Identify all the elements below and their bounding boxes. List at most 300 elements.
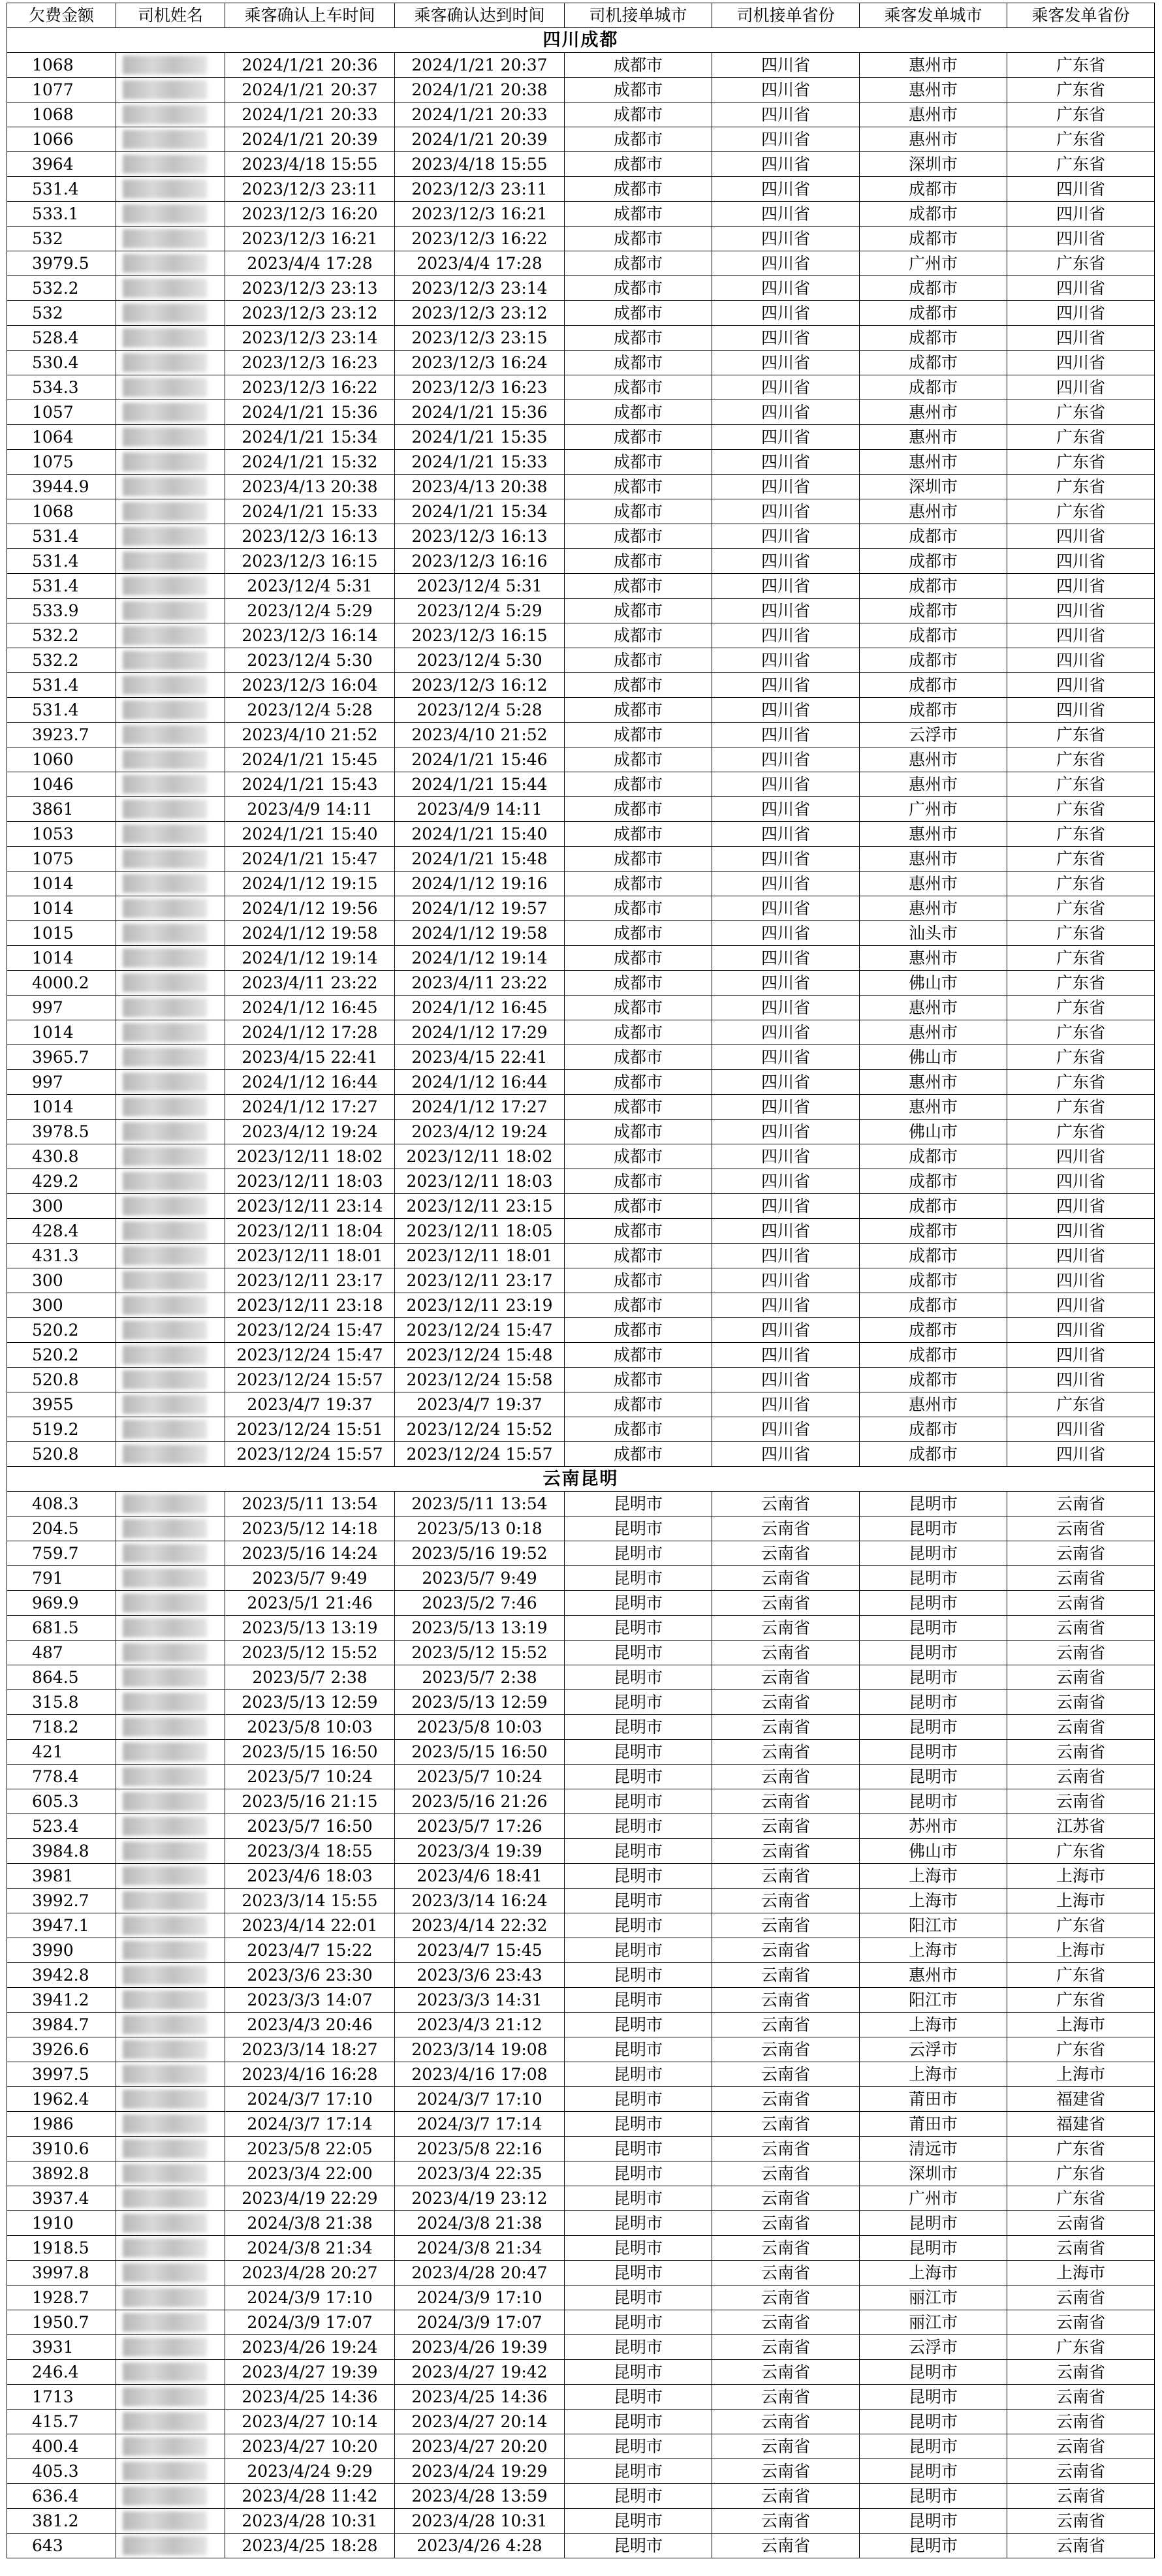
driver-name-cell — [116, 2335, 225, 2360]
passenger-city-cell: 昆明市 — [860, 2236, 1007, 2261]
pickup-time-cell: 2023/12/3 16:15 — [225, 549, 395, 574]
driver-name-cell — [116, 1417, 225, 1442]
driver-city-cell: 成都市 — [565, 78, 712, 102]
driver-province-cell: 四川省 — [712, 797, 860, 822]
driver-province-cell: 云南省 — [712, 1789, 860, 1814]
driver-province-cell: 云南省 — [712, 2261, 860, 2285]
redacted-name-mask — [123, 1345, 207, 1364]
passenger-city-cell: 上海市 — [860, 2062, 1007, 2087]
section-title: 云南昆明 — [7, 1467, 1155, 1492]
driver-province-cell: 四川省 — [712, 623, 860, 648]
driver-city-cell: 昆明市 — [565, 1566, 712, 1591]
driver-province-cell: 四川省 — [712, 53, 860, 78]
driver-city-cell: 成都市 — [565, 499, 712, 524]
arrival-time-cell: 2023/12/11 18:05 — [395, 1219, 565, 1244]
table-row — [7, 2459, 1155, 2484]
amount-cell: 531.4 — [7, 177, 116, 202]
amount-cell: 3944.9 — [7, 475, 116, 499]
redacted-name-mask — [123, 1420, 207, 1439]
passenger-province-cell: 四川省 — [1007, 177, 1155, 202]
pickup-time-cell: 2023/12/4 5:29 — [225, 599, 395, 623]
passenger-city-cell: 成都市 — [860, 326, 1007, 351]
redacted-name-mask — [123, 899, 207, 918]
driver-province-cell: 四川省 — [712, 1219, 860, 1244]
driver-province-cell: 四川省 — [712, 450, 860, 475]
arrival-time-cell: 2023/4/6 18:41 — [395, 1864, 565, 1889]
pickup-time-cell: 2023/12/24 15:57 — [225, 1442, 395, 1467]
passenger-city-cell: 上海市 — [860, 1889, 1007, 1913]
arrival-time-cell: 2023/5/13 13:19 — [395, 1616, 565, 1641]
table-row — [7, 301, 1155, 326]
driver-name-cell — [116, 276, 225, 301]
arrival-time-cell: 2024/1/12 19:16 — [395, 872, 565, 896]
driver-city-cell: 成都市 — [565, 102, 712, 127]
driver-city-cell: 成都市 — [565, 53, 712, 78]
redacted-name-mask — [123, 1817, 207, 1836]
pickup-time-cell: 2024/1/21 15:36 — [225, 400, 395, 425]
driver-city-cell: 昆明市 — [565, 2335, 712, 2360]
pickup-time-cell: 2023/4/4 17:28 — [225, 251, 395, 276]
pickup-time-cell: 2023/12/11 23:14 — [225, 1194, 395, 1219]
driver-name-cell — [116, 2087, 225, 2112]
passenger-province-cell: 广东省 — [1007, 1070, 1155, 1095]
driver-city-cell: 成都市 — [565, 227, 712, 251]
arrival-time-cell: 2024/1/21 20:37 — [395, 53, 565, 78]
arrival-time-cell: 2023/12/11 23:17 — [395, 1268, 565, 1293]
redacted-name-mask — [123, 1668, 207, 1687]
driver-city-cell: 成都市 — [565, 177, 712, 202]
arrival-time-cell: 2023/5/7 9:49 — [395, 1566, 565, 1591]
pickup-time-cell: 2023/4/27 10:20 — [225, 2434, 395, 2459]
amount-cell: 1928.7 — [7, 2285, 116, 2310]
amount-cell: 3955 — [7, 1392, 116, 1417]
passenger-province-cell: 广东省 — [1007, 2037, 1155, 2062]
pickup-time-cell: 2023/3/4 18:55 — [225, 1839, 395, 1864]
driver-name-cell — [116, 1591, 225, 1616]
pickup-time-cell: 2023/12/3 16:13 — [225, 524, 395, 549]
passenger-province-cell: 云南省 — [1007, 2410, 1155, 2434]
redacted-name-mask — [123, 1221, 207, 1240]
arrival-time-cell: 2023/5/13 0:18 — [395, 1516, 565, 1541]
driver-province-cell: 四川省 — [712, 1120, 860, 1144]
driver-name-cell — [116, 326, 225, 351]
driver-name-cell — [116, 177, 225, 202]
driver-province-cell: 四川省 — [712, 772, 860, 797]
driver-city-cell: 成都市 — [565, 326, 712, 351]
driver-city-cell: 成都市 — [565, 747, 712, 772]
driver-city-cell: 昆明市 — [565, 2410, 712, 2434]
driver-city-cell: 成都市 — [565, 921, 712, 946]
arrival-time-cell: 2023/4/27 19:42 — [395, 2360, 565, 2385]
passenger-city-cell: 昆明市 — [860, 1641, 1007, 1665]
redacted-name-mask — [123, 998, 207, 1017]
pickup-time-cell: 2023/4/27 10:14 — [225, 2410, 395, 2434]
pickup-time-cell: 2023/4/28 20:27 — [225, 2261, 395, 2285]
passenger-city-cell: 惠州市 — [860, 450, 1007, 475]
redacted-name-mask — [123, 2065, 207, 2084]
arrival-time-cell: 2023/5/16 19:52 — [395, 1541, 565, 1566]
amount-cell: 3992.7 — [7, 1889, 116, 1913]
passenger-city-cell: 成都市 — [860, 1442, 1007, 1467]
passenger-city-cell: 云浮市 — [860, 2037, 1007, 2062]
redacted-name-mask — [123, 2536, 207, 2555]
driver-city-cell: 昆明市 — [565, 1864, 712, 1889]
table-row — [7, 1318, 1155, 1343]
pickup-time-cell: 2023/4/13 20:38 — [225, 475, 395, 499]
driver-province-cell: 云南省 — [712, 1715, 860, 1740]
passenger-province-cell: 广东省 — [1007, 1095, 1155, 1120]
driver-city-cell: 成都市 — [565, 623, 712, 648]
amount-cell: 1910 — [7, 2211, 116, 2236]
arrival-time-cell: 2023/12/3 16:22 — [395, 227, 565, 251]
table-row — [7, 2310, 1155, 2335]
redacted-name-mask — [123, 1916, 207, 1935]
amount-cell: 1986 — [7, 2112, 116, 2137]
redacted-name-mask — [123, 576, 207, 595]
redacted-name-mask — [123, 2040, 207, 2059]
redacted-name-mask — [123, 1321, 207, 1340]
passenger-province-cell: 上海市 — [1007, 2013, 1155, 2037]
table-row — [7, 1541, 1155, 1566]
driver-city-cell: 成都市 — [565, 1169, 712, 1194]
driver-name-cell — [116, 1368, 225, 1392]
driver-name-cell — [116, 1219, 225, 1244]
passenger-city-cell: 惠州市 — [860, 102, 1007, 127]
passenger-province-cell: 广东省 — [1007, 2137, 1155, 2161]
arrival-time-cell: 2023/12/3 16:24 — [395, 351, 565, 375]
driver-province-cell: 四川省 — [712, 822, 860, 847]
arrival-time-cell: 2024/1/21 15:34 — [395, 499, 565, 524]
arrival-time-cell: 2024/3/9 17:07 — [395, 2310, 565, 2335]
passenger-province-cell: 云南省 — [1007, 2310, 1155, 2335]
redacted-name-mask — [123, 477, 207, 496]
amount-cell: 997 — [7, 1070, 116, 1095]
driver-city-cell: 成都市 — [565, 1020, 712, 1045]
driver-city-cell: 成都市 — [565, 1045, 712, 1070]
driver-province-cell: 四川省 — [712, 251, 860, 276]
table-row — [7, 623, 1155, 648]
table-row — [7, 1194, 1155, 1219]
driver-name-cell — [116, 623, 225, 648]
driver-province-cell: 四川省 — [712, 574, 860, 599]
driver-name-cell — [116, 847, 225, 872]
redacted-name-mask — [123, 2437, 207, 2456]
amount-cell: 520.8 — [7, 1368, 116, 1392]
passenger-city-cell: 成都市 — [860, 1169, 1007, 1194]
table-row — [7, 2013, 1155, 2037]
table-row — [7, 1938, 1155, 1963]
arrival-time-cell: 2023/4/27 20:14 — [395, 2410, 565, 2434]
driver-province-cell: 四川省 — [712, 475, 860, 499]
driver-province-cell: 四川省 — [712, 1169, 860, 1194]
pickup-time-cell: 2023/12/11 23:18 — [225, 1293, 395, 1318]
redacted-name-mask — [123, 2214, 207, 2233]
passenger-city-cell: 清远市 — [860, 2137, 1007, 2161]
pickup-time-cell: 2023/5/8 22:05 — [225, 2137, 395, 2161]
driver-city-cell: 成都市 — [565, 599, 712, 623]
driver-city-cell: 昆明市 — [565, 2112, 712, 2137]
pickup-time-cell: 2023/12/11 18:03 — [225, 1169, 395, 1194]
amount-cell: 415.7 — [7, 2410, 116, 2434]
redacted-name-mask — [123, 1842, 207, 1861]
passenger-province-cell: 广东省 — [1007, 822, 1155, 847]
redacted-name-mask — [123, 229, 207, 248]
pickup-time-cell: 2024/1/21 20:37 — [225, 78, 395, 102]
redacted-name-mask — [123, 2313, 207, 2332]
pickup-time-cell: 2023/5/7 16:50 — [225, 1814, 395, 1839]
driver-city-cell: 昆明市 — [565, 2509, 712, 2534]
pickup-time-cell: 2023/5/16 21:15 — [225, 1789, 395, 1814]
driver-province-cell: 云南省 — [712, 1641, 860, 1665]
passenger-city-cell: 深圳市 — [860, 475, 1007, 499]
arrival-time-cell: 2023/12/11 18:03 — [395, 1169, 565, 1194]
driver-name-cell — [116, 450, 225, 475]
driver-city-cell: 成都市 — [565, 1442, 712, 1467]
driver-province-cell: 云南省 — [712, 2062, 860, 2087]
table-row — [7, 772, 1155, 797]
redacted-name-mask — [123, 2263, 207, 2282]
passenger-city-cell: 昆明市 — [860, 2509, 1007, 2534]
driver-name-cell — [116, 2137, 225, 2161]
arrival-time-cell: 2023/4/13 20:38 — [395, 475, 565, 499]
amount-cell: 487 — [7, 1641, 116, 1665]
passenger-city-cell: 云浮市 — [860, 2335, 1007, 2360]
amount-cell: 1014 — [7, 1095, 116, 1120]
table-row — [7, 1343, 1155, 1368]
arrival-time-cell: 2023/4/26 4:28 — [395, 2534, 565, 2558]
passenger-city-cell: 昆明市 — [860, 2459, 1007, 2484]
amount-cell: 520.2 — [7, 1318, 116, 1343]
table-row — [7, 2335, 1155, 2360]
driver-city-cell: 成都市 — [565, 1144, 712, 1169]
passenger-city-cell: 成都市 — [860, 673, 1007, 698]
passenger-city-cell: 惠州市 — [860, 772, 1007, 797]
driver-province-cell: 云南省 — [712, 2186, 860, 2211]
header-passenger-city: 乘客发单城市 — [860, 3, 1007, 28]
driver-province-cell: 云南省 — [712, 2310, 860, 2335]
arrival-time-cell: 2023/4/7 19:37 — [395, 1392, 565, 1417]
pickup-time-cell: 2023/5/12 15:52 — [225, 1641, 395, 1665]
passenger-city-cell: 昆明市 — [860, 2385, 1007, 2410]
driver-city-cell: 昆明市 — [565, 2360, 712, 2385]
redacted-name-mask — [123, 527, 207, 546]
driver-name-cell — [116, 102, 225, 127]
arrival-time-cell: 2023/5/2 7:46 — [395, 1591, 565, 1616]
driver-city-cell: 成都市 — [565, 872, 712, 896]
driver-name-cell — [116, 673, 225, 698]
pickup-time-cell: 2023/4/25 14:36 — [225, 2385, 395, 2410]
driver-province-cell: 云南省 — [712, 2509, 860, 2534]
driver-name-cell — [116, 1765, 225, 1789]
driver-province-cell: 四川省 — [712, 847, 860, 872]
passenger-city-cell: 成都市 — [860, 1368, 1007, 1392]
arrival-time-cell: 2023/4/25 14:36 — [395, 2385, 565, 2410]
passenger-city-cell: 上海市 — [860, 2013, 1007, 2037]
redacted-name-mask — [123, 700, 207, 719]
redacted-name-mask — [123, 105, 207, 124]
passenger-province-cell: 云南省 — [1007, 1715, 1155, 1740]
driver-city-cell: 成都市 — [565, 202, 712, 227]
driver-name-cell — [116, 1541, 225, 1566]
driver-name-cell — [116, 351, 225, 375]
driver-city-cell: 成都市 — [565, 648, 712, 673]
amount-cell: 530.4 — [7, 351, 116, 375]
pickup-time-cell: 2023/5/8 10:03 — [225, 1715, 395, 1740]
driver-city-cell: 成都市 — [565, 847, 712, 872]
driver-city-cell: 昆明市 — [565, 2037, 712, 2062]
driver-name-cell — [116, 698, 225, 723]
passenger-city-cell: 成都市 — [860, 177, 1007, 202]
pickup-time-cell: 2024/1/21 20:39 — [225, 127, 395, 152]
driver-province-cell: 四川省 — [712, 326, 860, 351]
passenger-city-cell: 昆明市 — [860, 1566, 1007, 1591]
passenger-province-cell: 广东省 — [1007, 1913, 1155, 1938]
driver-province-cell: 云南省 — [712, 2484, 860, 2509]
passenger-province-cell: 云南省 — [1007, 1690, 1155, 1715]
passenger-city-cell: 上海市 — [860, 2261, 1007, 2285]
passenger-province-cell: 云南省 — [1007, 1641, 1155, 1665]
passenger-province-cell: 四川省 — [1007, 1244, 1155, 1268]
passenger-city-cell: 成都市 — [860, 375, 1007, 400]
passenger-city-cell: 成都市 — [860, 599, 1007, 623]
arrival-time-cell: 2023/4/3 21:12 — [395, 2013, 565, 2037]
passenger-province-cell: 广东省 — [1007, 1963, 1155, 1988]
driver-name-cell — [116, 1889, 225, 1913]
driver-province-cell: 云南省 — [712, 1566, 860, 1591]
arrival-time-cell: 2023/5/7 10:24 — [395, 1765, 565, 1789]
amount-cell: 1962.4 — [7, 2087, 116, 2112]
driver-city-cell: 昆明市 — [565, 1740, 712, 1765]
passenger-province-cell: 广东省 — [1007, 996, 1155, 1020]
amount-cell: 3984.7 — [7, 2013, 116, 2037]
driver-province-cell: 四川省 — [712, 499, 860, 524]
passenger-province-cell: 广东省 — [1007, 152, 1155, 177]
passenger-city-cell: 广州市 — [860, 797, 1007, 822]
redacted-name-mask — [123, 1445, 207, 1464]
arrival-time-cell: 2024/3/8 21:34 — [395, 2236, 565, 2261]
passenger-city-cell: 惠州市 — [860, 1095, 1007, 1120]
pickup-time-cell: 2023/3/4 22:00 — [225, 2161, 395, 2186]
driver-city-cell: 昆明市 — [565, 1988, 712, 2013]
table-row — [7, 2037, 1155, 2062]
amount-cell: 1918.5 — [7, 2236, 116, 2261]
driver-name-cell — [116, 2360, 225, 2385]
passenger-province-cell: 云南省 — [1007, 1616, 1155, 1641]
driver-name-cell — [116, 1318, 225, 1343]
redacted-name-mask — [123, 626, 207, 645]
driver-name-cell — [116, 1913, 225, 1938]
passenger-province-cell: 四川省 — [1007, 599, 1155, 623]
pickup-time-cell: 2023/4/7 15:22 — [225, 1938, 395, 1963]
arrival-time-cell: 2023/3/4 22:35 — [395, 2161, 565, 2186]
arrival-time-cell: 2024/3/7 17:10 — [395, 2087, 565, 2112]
driver-province-cell: 四川省 — [712, 177, 860, 202]
passenger-province-cell: 四川省 — [1007, 1442, 1155, 1467]
driver-city-cell: 昆明市 — [565, 1690, 712, 1715]
driver-name-cell — [116, 1020, 225, 1045]
table-row — [7, 475, 1155, 499]
passenger-province-cell: 四川省 — [1007, 227, 1155, 251]
driver-city-cell: 成都市 — [565, 276, 712, 301]
driver-city-cell: 成都市 — [565, 797, 712, 822]
arrival-time-cell: 2023/4/27 20:20 — [395, 2434, 565, 2459]
driver-name-cell — [116, 1988, 225, 2013]
redacted-name-mask — [123, 949, 207, 967]
driver-province-cell: 四川省 — [712, 872, 860, 896]
redacted-name-mask — [123, 725, 207, 744]
passenger-city-cell: 成都市 — [860, 1343, 1007, 1368]
pickup-time-cell: 2024/1/12 19:56 — [225, 896, 395, 921]
pickup-time-cell: 2024/1/21 20:36 — [225, 53, 395, 78]
driver-city-cell: 昆明市 — [565, 2484, 712, 2509]
redacted-name-mask — [123, 180, 207, 198]
redacted-name-mask — [123, 353, 207, 372]
passenger-city-cell: 惠州市 — [860, 1020, 1007, 1045]
driver-name-cell — [116, 996, 225, 1020]
arrival-time-cell: 2024/3/9 17:10 — [395, 2285, 565, 2310]
redacted-name-mask — [123, 1594, 207, 1612]
driver-province-cell: 云南省 — [712, 1814, 860, 1839]
driver-city-cell: 昆明市 — [565, 2013, 712, 2037]
redacted-name-mask — [123, 155, 207, 174]
pickup-time-cell: 2023/4/24 9:29 — [225, 2459, 395, 2484]
driver-name-cell — [116, 549, 225, 574]
driver-province-cell: 四川省 — [712, 1318, 860, 1343]
pickup-time-cell: 2023/12/24 15:47 — [225, 1343, 395, 1368]
arrival-time-cell: 2024/1/12 16:45 — [395, 996, 565, 1020]
passenger-city-cell: 昆明市 — [860, 1591, 1007, 1616]
driver-city-cell: 昆明市 — [565, 2236, 712, 2261]
passenger-city-cell: 云浮市 — [860, 723, 1007, 747]
amount-cell: 533.9 — [7, 599, 116, 623]
driver-province-cell: 四川省 — [712, 1144, 860, 1169]
table-row — [7, 1045, 1155, 1070]
driver-province-cell: 云南省 — [712, 2112, 860, 2137]
arrival-time-cell: 2023/5/13 12:59 — [395, 1690, 565, 1715]
table-row — [7, 2112, 1155, 2137]
redacted-name-mask — [123, 973, 207, 992]
driver-province-cell: 四川省 — [712, 375, 860, 400]
redacted-name-mask — [123, 502, 207, 521]
table-row — [7, 1814, 1155, 1839]
redacted-name-mask — [123, 328, 207, 347]
driver-city-cell: 昆明市 — [565, 2434, 712, 2459]
passenger-province-cell: 广东省 — [1007, 425, 1155, 450]
driver-city-cell: 成都市 — [565, 1070, 712, 1095]
driver-name-cell — [116, 946, 225, 971]
passenger-province-cell: 四川省 — [1007, 549, 1155, 574]
header-passenger-province: 乘客发单省份 — [1007, 3, 1155, 28]
passenger-province-cell: 云南省 — [1007, 2534, 1155, 2558]
table-row — [7, 1492, 1155, 1516]
amount-cell: 3910.6 — [7, 2137, 116, 2161]
table-row — [7, 276, 1155, 301]
driver-province-cell: 云南省 — [712, 2211, 860, 2236]
redacted-name-mask — [123, 676, 207, 695]
amount-cell: 1014 — [7, 1020, 116, 1045]
redacted-name-mask — [123, 304, 207, 322]
table-row — [7, 2360, 1155, 2385]
driver-name-cell — [116, 2013, 225, 2037]
arrival-time-cell: 2023/12/3 16:15 — [395, 623, 565, 648]
amount-cell: 428.4 — [7, 1219, 116, 1244]
amount-cell: 381.2 — [7, 2509, 116, 2534]
amount-cell: 531.4 — [7, 524, 116, 549]
passenger-province-cell: 广东省 — [1007, 78, 1155, 102]
amount-cell: 1014 — [7, 896, 116, 921]
arrival-time-cell: 2023/4/24 19:29 — [395, 2459, 565, 2484]
driver-name-cell — [116, 499, 225, 524]
